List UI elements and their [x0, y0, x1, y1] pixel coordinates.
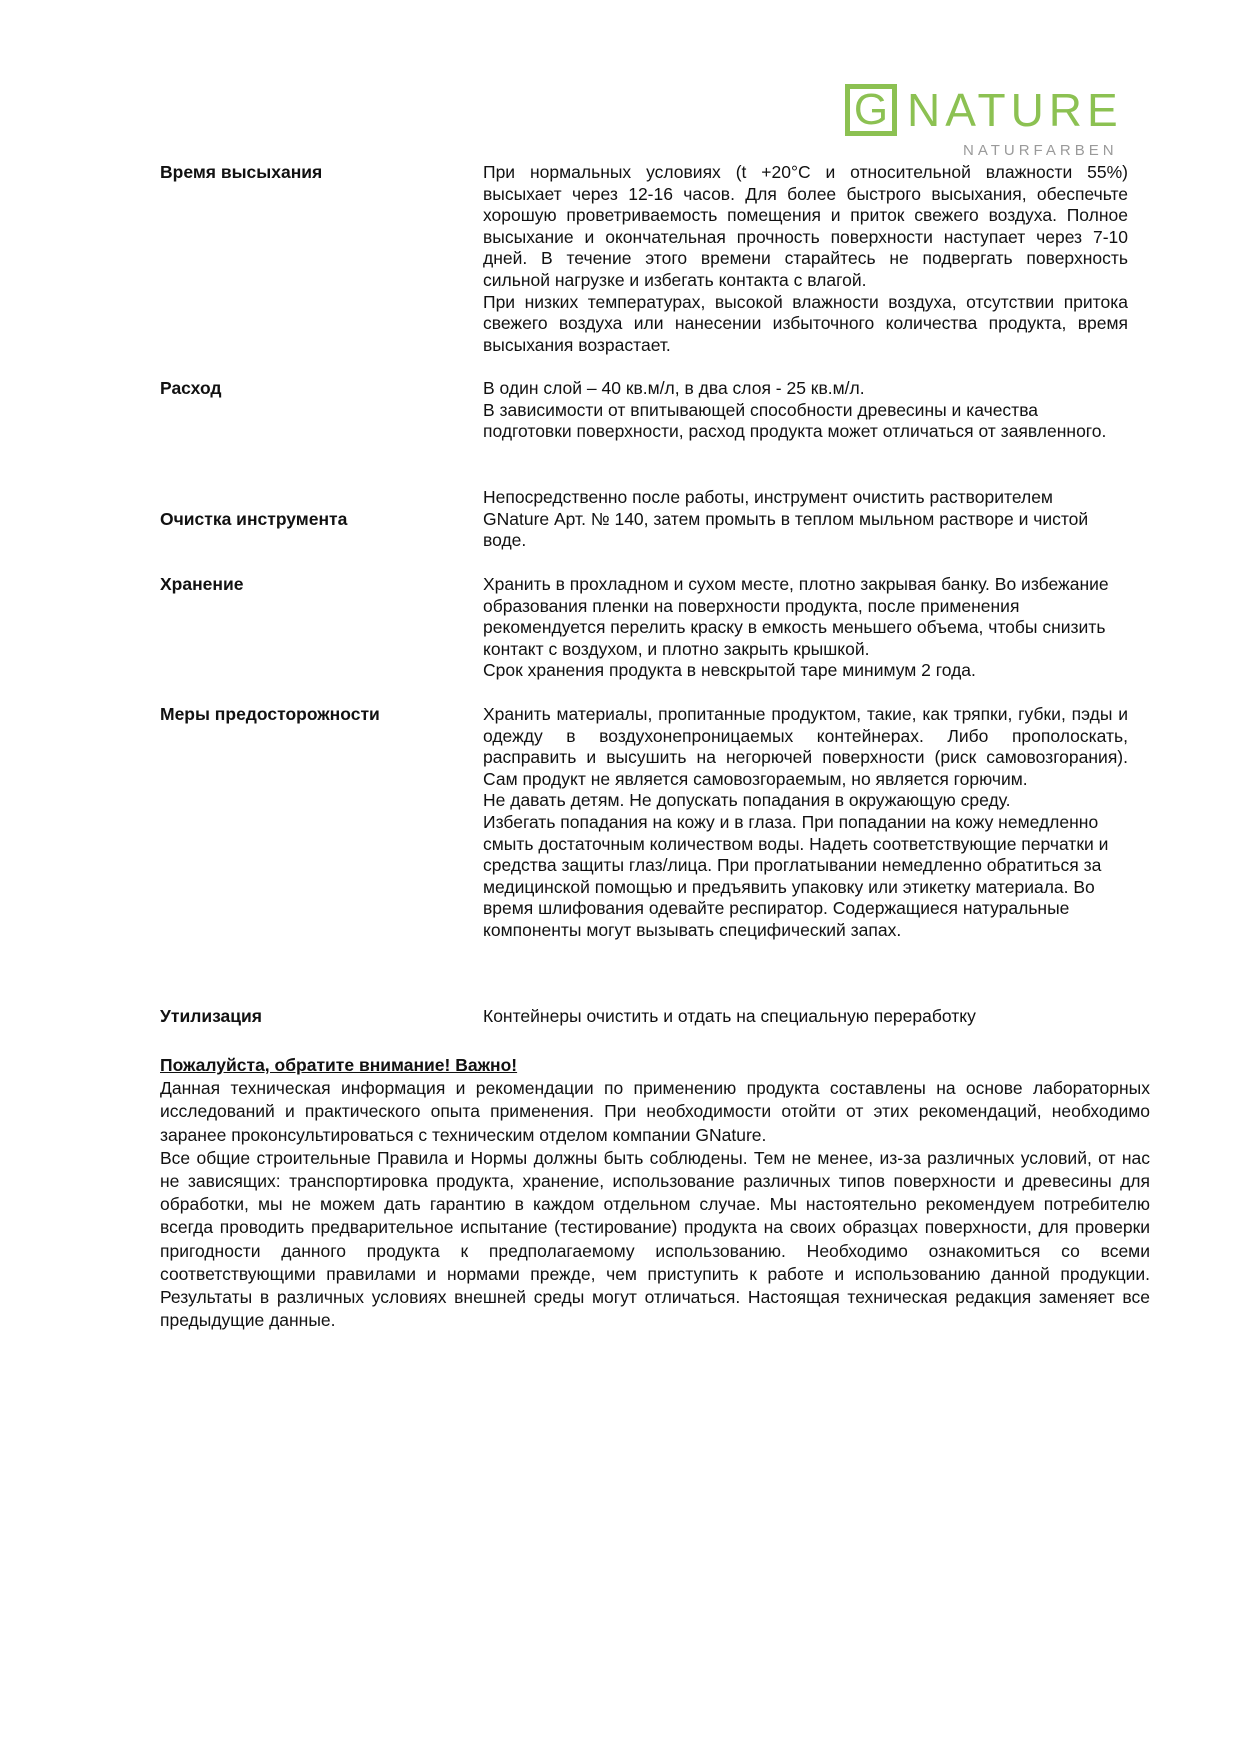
- section-paragraph: Срок хранения продукта в невскрытой таре минимум 2 года.: [483, 660, 976, 681]
- section-label: Утилизация: [160, 1006, 263, 1026]
- section-paragraph: Контейнеры очистить и отдать на специальную переработку: [483, 1006, 976, 1026]
- section-paragraph: Непосредственно после работы, инструмент очистить растворителем GNature Арт. № 140, затем промыть в теплом мыльном растворе и чистой воде.: [483, 487, 1089, 551]
- logo-letter: G: [853, 85, 889, 134]
- important-notice: [160, 1054, 1150, 1332]
- section-paragraph: Хранить в прохладном и сухом месте, плотно закрывая банку. Во избежание образования пленки на поверхности продукта, после применения рекомендуется перелить краску в емкость меньшего объема, чтобы снизить контакт с воздухом, и плотно закрыть крышкой.: [483, 574, 1109, 659]
- section-value: [483, 704, 1128, 942]
- section-paragraph: Хранить материалы, пропитанные продуктом, такие, как тряпки, губки, пэды и одежду в воздухонепроницаемых контейнерах. Либо прополоскать, расправить и высушить на негорючей поверхности (риск самовозгорания). Сам продукт не является самовозгораемым, но является горючим.: [483, 704, 1128, 789]
- section-value: [483, 487, 1113, 552]
- section-value: [483, 162, 1128, 356]
- section-value: [483, 1006, 1128, 1028]
- notice-title: Пожалуйста, обратите внимание! Важно!: [160, 1055, 518, 1075]
- section-label: Время высыхания: [160, 162, 323, 182]
- section-label: Хранение: [160, 574, 244, 594]
- section-label: Расход: [160, 378, 222, 398]
- section-value: [483, 378, 1113, 443]
- logo-subtitle: NATURFARBEN: [963, 142, 1118, 159]
- section-paragraph: В один слой – 40 кв.м/л, в два слоя - 25 кв.м/л.: [483, 378, 865, 398]
- section-paragraph: При низких температурах, высокой влажности воздуха, отсутствии притока свежего воздуха или нанесении избыточного количества продукта, время высыхания возрастает.: [483, 291, 1128, 355]
- section-paragraph: Не давать детям. Не допускать попадания в окружающую среду.: [483, 790, 1011, 811]
- section-paragraph: В зависимости от впитывающей способности древесины и качества подготовки поверхности, расход продукта может отличаться от заявленного.: [483, 399, 1107, 442]
- logo-word: NATURE: [907, 84, 1123, 136]
- section-label: Меры предосторожности: [160, 704, 380, 724]
- gnature-logo: [845, 84, 1150, 166]
- section-paragraph: Избегать попадания на кожу и в глаза. При попадании на кожу немедленно смыть достаточным количеством воды. Надеть соответствующие перчатки и средства защиты глаз/лица. При проглатывании немедленно обратиться за медицинской помощью и предъявить упаковку или этикетку материала. Во время шлифования одевайте респиратор. Содержащиеся натуральные компоненты могут вызывать специфический запах.: [483, 811, 1109, 940]
- section-label: Очистка инструмента: [160, 509, 348, 529]
- section-paragraph: При нормальных условиях (t +20°C и относительной влажности 55%) высыхает через 12-16 часов. Для более быстрого высыхания, обеспечьте хорошую проветриваемость помещения и приток свежего воздуха. Полное высыхание и окончательная прочность поверхности наступает через 7-10 дней. В течение этого времени старайтесь не подвергать поверхность сильной нагрузке и избегать контакта с влагой.: [483, 162, 1128, 290]
- notice-paragraph: Все общие строительные Правила и Нормы должны быть соблюдены. Тем не менее, из-за различных условий, от нас не зависящих: транспортировка продукта, хранение, использование различных типов поверхности и древесины для обработки, мы не можем дать гарантию в каждом отдельном случае. Мы настоятельно рекомендуем потребителю всегда проводить предварительное испытание (тестирование) продукта на своих образцах поверхности, для проверки пригодности данного продукта к предполагаемому использованию. Необходимо ознакомиться со всеми соответствующими правилами и нормами прежде, чем приступить к работе и использованию данной продукции. Результаты в различных условиях внешней среды могут отличаться. Настоящая техническая редакция заменяет все предыдущие данные.: [160, 1147, 1150, 1331]
- section-value: [483, 574, 1143, 682]
- notice-paragraph: Данная техническая информация и рекомендации по применению продукта составлены на основе лабораторных исследований и практического опыта применения. При необходимости отойти от этих рекомендаций, необходимо заранее проконсультироваться с техническим отделом компании GNature.: [160, 1078, 1150, 1145]
